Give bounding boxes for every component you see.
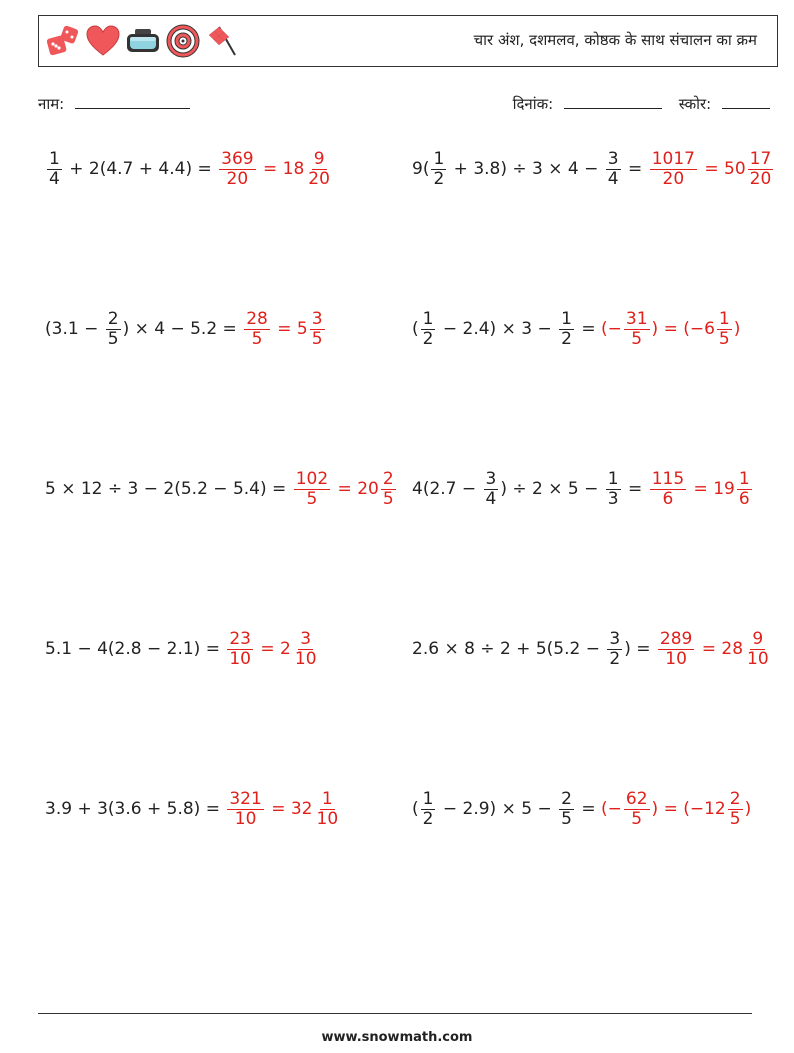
problem-answer — [242, 310, 326, 348]
fraction-denominator: 5 — [382, 488, 394, 509]
fraction-numerator: 2 — [107, 309, 119, 329]
fraction-numerator: 9 — [313, 149, 325, 169]
problem-expression — [45, 310, 237, 348]
expr-text: = 5 — [271, 319, 308, 340]
expr-text: (3.1 − — [45, 319, 104, 340]
expr-text: = — [622, 159, 643, 180]
fraction — [431, 150, 446, 188]
problem-8 — [412, 630, 773, 668]
fraction — [559, 790, 574, 828]
fraction — [748, 150, 774, 188]
name-blank[interactable] — [75, 94, 190, 109]
footer-url: www.snowmath.com — [321, 1030, 473, 1045]
expr-text: 3.9 + 3(3.6 + 5.8) = — [45, 799, 220, 820]
fraction — [737, 470, 752, 508]
fraction — [294, 470, 330, 508]
fraction-numerator: 3 — [607, 149, 619, 169]
fraction-denominator: 20 — [749, 168, 772, 189]
problem-expression — [412, 790, 596, 828]
fraction-denominator: 10 — [294, 648, 317, 669]
expr-text: + 2(4.7 + 4.4) = — [63, 159, 212, 180]
expr-text: ) ÷ 2 × 5 − — [500, 479, 604, 500]
dartboard-icon — [165, 23, 201, 59]
fraction-numerator: 17 — [749, 149, 772, 169]
fraction-denominator: 5 — [311, 328, 323, 349]
expr-text: 5.1 − 4(2.8 − 2.1) = — [45, 639, 220, 660]
problem-answer — [601, 310, 740, 348]
problem-2 — [412, 150, 775, 188]
fraction-numerator: 3 — [300, 629, 312, 649]
fraction — [421, 310, 436, 348]
fraction — [650, 470, 686, 508]
header-box — [38, 15, 778, 67]
fraction — [607, 630, 622, 668]
fraction-denominator: 20 — [308, 168, 330, 189]
checkered-flag-icon — [205, 23, 241, 59]
problem-answer — [648, 470, 754, 508]
fraction-denominator: 10 — [234, 808, 257, 829]
fraction-numerator: 1017 — [651, 149, 695, 169]
expr-text: ) = — [624, 639, 651, 660]
fraction-numerator: 1 — [561, 309, 572, 329]
fraction-numerator: 3 — [311, 309, 323, 329]
fraction — [484, 470, 499, 508]
problem-answer — [648, 150, 776, 188]
fraction-numerator: 1 — [422, 309, 434, 329]
fraction-denominator: 6 — [662, 488, 674, 509]
fraction — [227, 630, 253, 668]
problem-expression — [412, 150, 642, 188]
expr-text: ( — [412, 799, 419, 820]
fraction-numerator: 3 — [609, 629, 621, 649]
expr-text: ) × 4 − 5.2 = — [122, 319, 237, 340]
fraction-numerator: 23 — [229, 629, 251, 649]
header-icons — [45, 23, 241, 59]
fraction-denominator: 5 — [729, 808, 741, 829]
fraction-denominator: 10 — [229, 648, 251, 669]
dice-icon — [45, 23, 81, 59]
problem-answer — [292, 470, 398, 508]
expr-text: = 18 — [257, 159, 305, 180]
expr-text: ) — [744, 799, 752, 820]
fraction-denominator: 5 — [107, 328, 119, 349]
fraction — [606, 470, 621, 508]
fraction-denominator: 3 — [607, 488, 619, 509]
fraction-numerator: 289 — [659, 629, 693, 649]
fraction — [310, 310, 325, 348]
fraction-denominator: 2 — [609, 648, 621, 669]
fraction-numerator: 28 — [246, 309, 268, 329]
problem-answer — [217, 150, 334, 188]
expr-text: + 3.8) ÷ 3 × 4 − — [448, 159, 604, 180]
fraction-numerator: 1 — [718, 309, 730, 329]
fraction — [728, 790, 743, 828]
fraction-denominator: 10 — [665, 648, 687, 669]
name-field — [38, 94, 190, 114]
problem-5 — [45, 470, 398, 508]
fraction-numerator: 2 — [382, 469, 394, 489]
problem-answer — [601, 790, 751, 828]
fraction-denominator: 20 — [226, 168, 249, 189]
expr-text: = — [575, 319, 596, 340]
fraction-numerator: 369 — [221, 149, 254, 169]
fraction-denominator: 2 — [422, 808, 434, 829]
fraction-numerator: 62 — [625, 789, 648, 809]
fraction-numerator: 1 — [738, 469, 750, 489]
fraction-numerator: 102 — [295, 469, 329, 489]
expr-text: = — [575, 799, 596, 820]
fraction-denominator: 5 — [631, 808, 643, 829]
expr-text: ( — [412, 319, 419, 340]
problem-1 — [45, 150, 334, 188]
fraction-numerator: 2 — [729, 789, 741, 809]
vr-headset-icon — [125, 23, 161, 59]
fraction-denominator: 20 — [662, 168, 685, 189]
expr-text: − 2.4) × 3 − — [437, 319, 558, 340]
fraction-numerator: 3 — [485, 469, 497, 489]
heart-icon — [85, 23, 121, 59]
fraction — [650, 150, 697, 188]
expr-text: = 28 — [696, 639, 744, 660]
fraction-denominator: 4 — [607, 168, 619, 189]
problem-7 — [45, 630, 321, 668]
problem-4 — [412, 310, 740, 348]
fraction-denominator: 2 — [433, 168, 445, 189]
fraction — [47, 150, 62, 188]
fraction — [421, 790, 436, 828]
problem-expression — [45, 639, 220, 659]
fraction-numerator: 321 — [229, 789, 262, 809]
score-blank[interactable] — [722, 94, 770, 109]
problem-expression — [412, 310, 596, 348]
problem-expression — [412, 630, 650, 668]
fraction-denominator: 6 — [738, 488, 750, 509]
score-label: स्कोर: — [678, 95, 712, 113]
expr-text: = 19 — [688, 479, 735, 500]
problem-answer — [656, 630, 773, 668]
problem-expression — [45, 479, 286, 499]
date-blank[interactable] — [564, 94, 662, 109]
fraction — [606, 150, 621, 188]
expr-text: 2.6 × 8 ÷ 2 + 5(5.2 − — [412, 639, 606, 660]
fraction-numerator: 2 — [561, 789, 572, 809]
fraction-numerator: 1 — [321, 789, 333, 809]
fraction-denominator: 10 — [316, 808, 339, 829]
problem-6 — [412, 470, 754, 508]
expr-text: ) = (−12 — [651, 799, 726, 820]
expr-text: = 2 — [255, 639, 291, 660]
expr-text: 5 × 12 ÷ 3 − 2(5.2 − 5.4) = — [45, 479, 287, 500]
fraction-numerator: 1 — [49, 149, 60, 169]
fraction-denominator: 5 — [561, 808, 572, 829]
fraction — [381, 470, 396, 508]
fraction-denominator: 4 — [49, 168, 60, 189]
expr-text: (− — [601, 319, 622, 340]
fraction-denominator: 2 — [561, 328, 572, 349]
fraction — [315, 790, 341, 828]
fraction — [717, 310, 732, 348]
fraction-denominator: 10 — [747, 648, 769, 669]
expr-text: 4(2.7 − — [412, 479, 482, 500]
problem-expression — [412, 470, 642, 508]
fraction-numerator: 1 — [422, 789, 434, 809]
expr-text: = — [622, 479, 643, 500]
fraction-denominator: 2 — [422, 328, 434, 349]
fraction — [306, 150, 332, 188]
expr-text: ) — [733, 319, 741, 340]
fraction-numerator: 9 — [752, 629, 764, 649]
fraction-numerator: 115 — [651, 469, 685, 489]
expr-text: = 50 — [698, 159, 746, 180]
fraction — [658, 630, 694, 668]
fraction — [624, 310, 650, 348]
date-label: दिनांक: — [512, 95, 554, 113]
fraction — [745, 630, 771, 668]
fraction-denominator: 5 — [718, 328, 730, 349]
fraction-numerator: 1 — [433, 149, 445, 169]
worksheet-title: चार अंश, दशमलव, कोष्ठक के साथ संचालन का क्रम — [473, 31, 757, 49]
fraction — [227, 790, 263, 828]
fraction-numerator: 1 — [607, 469, 619, 489]
fraction-denominator: 5 — [251, 328, 263, 349]
fraction-denominator: 4 — [485, 488, 497, 509]
expr-text: − 2.9) × 5 − — [437, 799, 558, 820]
problem-answer — [225, 790, 342, 828]
problem-10 — [412, 790, 751, 828]
fraction — [219, 150, 255, 188]
fraction — [624, 790, 650, 828]
expr-text: ) = (−6 — [651, 319, 715, 340]
fraction — [106, 310, 121, 348]
expr-text: (− — [601, 799, 622, 820]
fraction-numerator: 31 — [625, 309, 648, 329]
problem-expression — [45, 799, 220, 819]
fraction-denominator: 5 — [306, 488, 318, 509]
expr-text: = 20 — [332, 479, 379, 500]
name-label: नाम: — [38, 95, 65, 113]
fraction-denominator: 5 — [631, 328, 643, 349]
expr-text: 9( — [412, 159, 430, 180]
problem-3 — [45, 310, 327, 348]
fraction — [244, 310, 270, 348]
fraction — [559, 310, 574, 348]
date-score-field — [513, 94, 770, 114]
footer-divider — [38, 1013, 752, 1014]
problem-answer — [225, 630, 320, 668]
problem-9 — [45, 790, 342, 828]
fraction — [293, 630, 319, 668]
problem-expression — [45, 150, 212, 188]
expr-text: = 32 — [265, 799, 313, 820]
